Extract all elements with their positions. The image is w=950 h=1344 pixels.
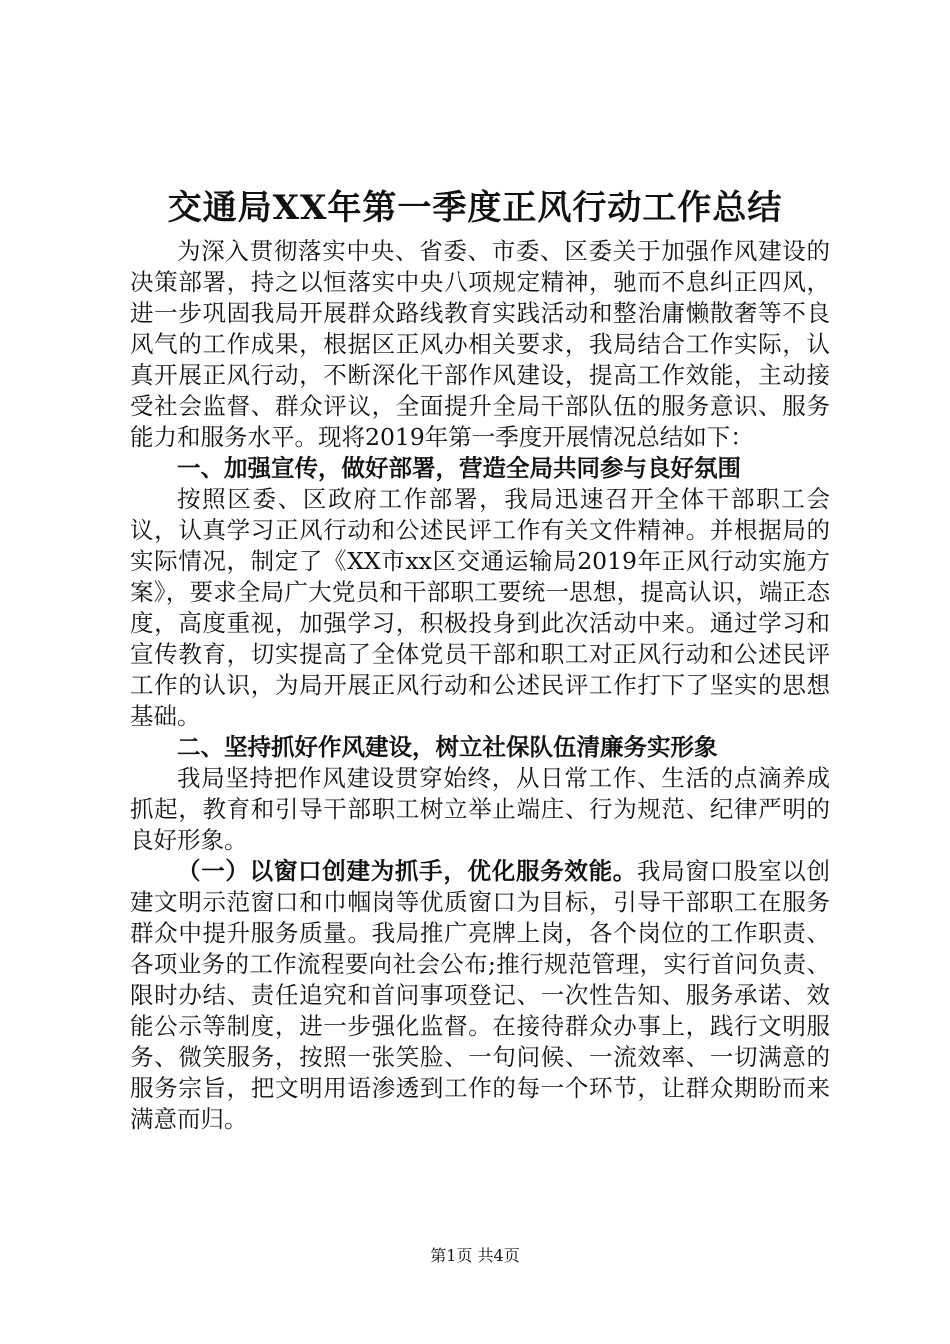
document-title: 交通局XX年第一季度正风行动工作总结	[167, 188, 783, 228]
section-heading-2: 二、坚持抓好作风建设，树立社保队伍清廉务实形象	[177, 733, 718, 761]
subsection-1-lead: （一）以窗口创建为抓手，优化服务效能。	[177, 857, 638, 885]
section-2-paragraph: 我局坚持把作风建设贯穿始终，从日常工作、生活的点滴养成抓起，教育和引导干部职工树立举止端庄、行为规范、纪律严明的良好形象。	[130, 764, 830, 854]
section-heading-1: 一、加强宣传，做好部署，营造全局共同参与良好氛围	[177, 454, 741, 482]
intro-paragraph: 为深入贯彻落实中央、省委、市委、区委关于加强作风建设的决策部署，持之以恒落实中央八项规定精神，驰而不息纠正四风，进一步巩固我局开展群众路线教育实践活动和整治庸懒散奢等不良风气的工作成果，根据区正风办相关要求，我局结合工作实际，认真开展正风行动，不断深化干部作风建设，提高工作效能，主动接受社会监督、群众评议，全面提升全局干部队伍的服务意识、服务能力和服务水平。现将2019年第一季度开展情况总结如下：	[130, 237, 830, 451]
document-body	[130, 236, 830, 1135]
page-footer: 第1页 共4页	[430, 1246, 520, 1265]
subsection-1-text: 我局窗口股室以创建文明示范窗口和巾帼岗等优质窗口为目标，引导干部职工在服务群众中提升服务质量。我局推广亮牌上岗，各个岗位的工作职责、各项业务的工作流程要向社会公布;推行规范管理，实行首问负责、限时办结、责任追究和首问事项登记、一次性告知、服务承诺、效能公示等制度，进一步强化监督。在接待群众办事上，践行文明服务、微笑服务，按照一张笑脸、一句问候、一流效率、一切满意的服务宗旨，把文明用语渗透到工作的每一个环节，让群众期盼而来满意而归。	[130, 857, 831, 1133]
section-1-paragraph: 按照区委、区政府工作部署，我局迅速召开全体干部职工会议，认真学习正风行动和公述民评工作有关文件精神。并根据局的实际情况，制定了《XX市xx区交通运输局2019年正风行动实施方案》，要求全局广大党员和干部职工要统一思想，提高认识，端正态度，高度重视，加强学习，积极投身到此次活动中来。通过学习和宣传教育，切实提高了全体党员干部和职工对正风行动和公述民评工作的认识，为局开展正风行动和公述民评工作打下了坚实的思想基础。	[130, 485, 830, 730]
subsection-1-paragraph	[130, 856, 830, 1135]
